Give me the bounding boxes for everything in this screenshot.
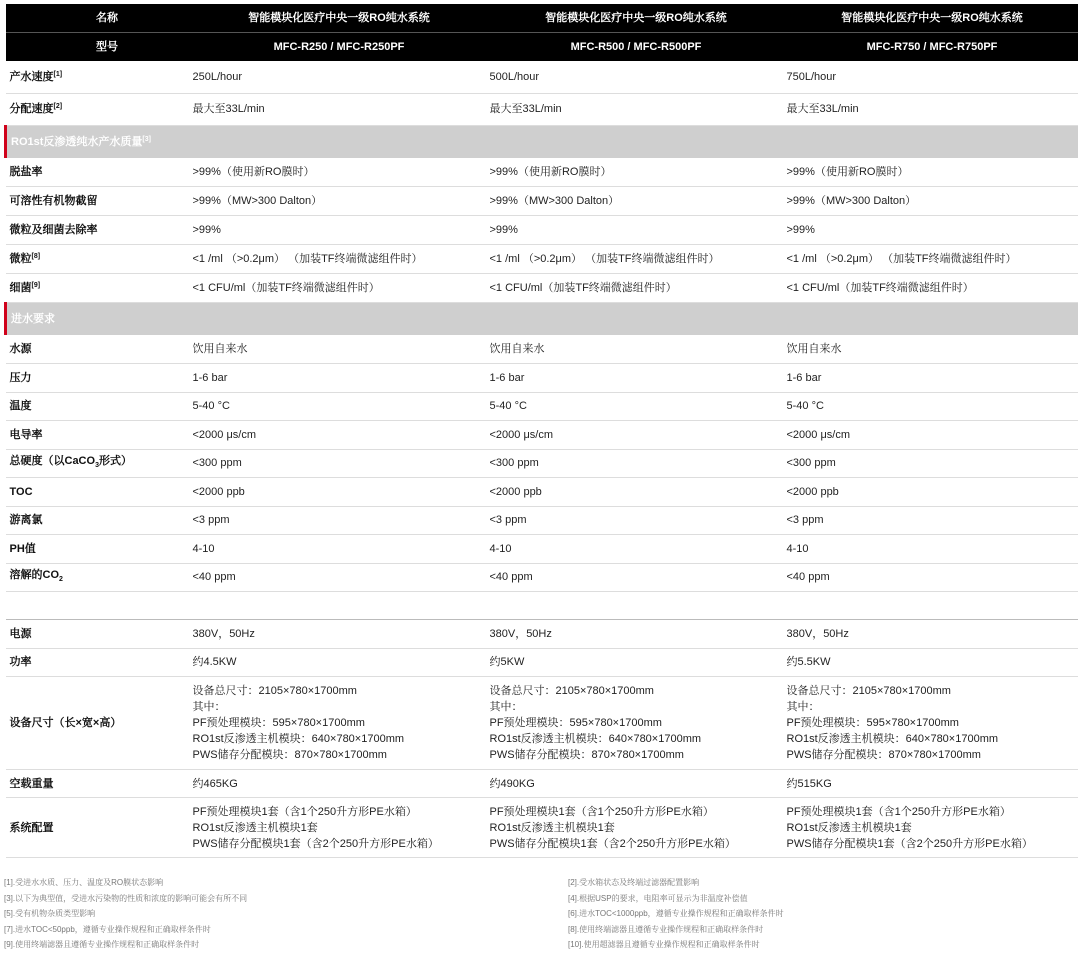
spec-value-col-1: 最大至33L/min: [189, 93, 486, 125]
size-line: PWS储存分配模块：870×780×1700mm: [786, 749, 981, 761]
row-label-text: 细菌: [9, 282, 32, 294]
spec-row-label: [6, 506, 189, 535]
name-col-2: 智能模块化医疗中央一级RO纯水系统: [486, 4, 783, 33]
spec-row: [6, 449, 1078, 478]
footnote: [9].使用终端滤器且遵循专业操作规程和正确取样条件时: [4, 940, 200, 949]
config-line: RO1st反渗透主机模块1套: [192, 821, 318, 834]
spec-row-label: [6, 216, 189, 245]
section-ro-quality: [6, 125, 1078, 158]
size-value-col-3: [783, 677, 1078, 770]
spec-value-col-1: <2000 ppb: [189, 478, 486, 507]
spec-row: [6, 620, 1078, 649]
row-label-text: 产水速度: [9, 70, 54, 83]
spec-value-col-2: 最大至33L/min: [486, 93, 783, 125]
spec-value-col-1: 380V，50Hz: [189, 620, 486, 649]
footnote: [5].受有机物杂质类型影响: [4, 909, 96, 918]
size-line: 设备总尺寸：2105×780×1700mm: [786, 685, 951, 697]
spec-value-col-2: <300 ppm: [486, 449, 783, 478]
spec-value-col-1: <2000 μs/cm: [189, 421, 486, 450]
name-col-3: 智能模块化医疗中央一级RO纯水系统: [783, 4, 1078, 33]
row-label-text: 功率: [9, 656, 32, 669]
spec-value-col-2: >99%: [486, 216, 783, 245]
row-label-footnote: [2]: [53, 103, 63, 110]
spec-value-col-2: 1-6 bar: [486, 364, 783, 393]
spec-row: [6, 93, 1078, 125]
size-row: [6, 677, 1078, 770]
model-col-3: MFC-R750 / MFC-R750PF: [783, 33, 1078, 62]
footnote: [2].受水箱状态及终端过滤器配置影响: [568, 878, 700, 887]
spec-row-label: [6, 335, 189, 364]
spec-value-col-3: <1 /ml （>0.2μm） （加装TF终端微滤组件时）: [783, 245, 1078, 274]
spec-value-col-3: 饮用自来水: [783, 335, 1078, 364]
spec-row: [6, 364, 1078, 393]
size-line: RO1st反渗透主机模块：640×780×1700mm: [489, 733, 702, 745]
spec-value-col-3: >99%（MW>300 Dalton）: [783, 187, 1078, 216]
spec-value-col-1: <300 ppm: [189, 449, 486, 478]
config-line: RO1st反渗透主机模块1套: [786, 821, 912, 834]
size-line: PF预处理模块：595×780×1700mm: [192, 717, 365, 729]
section-ro-sup: [3]: [142, 135, 151, 143]
size-line: RO1st反渗透主机模块：640×780×1700mm: [192, 733, 405, 745]
size-line: 其中：: [786, 701, 820, 713]
spec-value-col-3: <2000 ppb: [783, 478, 1078, 507]
spec-row-label: [6, 274, 189, 303]
spec-value-col-1: >99%（MW>300 Dalton）: [189, 187, 486, 216]
row-label-text: 温度: [9, 400, 32, 413]
size-line: 其中：: [489, 701, 523, 713]
size-line: RO1st反渗透主机模块：640×780×1700mm: [786, 733, 999, 745]
spec-value-col-2: <2000 μs/cm: [486, 421, 783, 450]
size-line: 设备总尺寸：2105×780×1700mm: [192, 685, 357, 697]
spec-row: [6, 648, 1078, 677]
spec-value-col-3: 4-10: [783, 535, 1078, 564]
section-feed-label: 进水要求: [11, 313, 55, 325]
config-line: PWS储存分配模块1套（含2个250升方形PE水箱）: [786, 837, 1033, 850]
spec-value-col-3: 380V，50Hz: [783, 620, 1078, 649]
spec-row: [6, 421, 1078, 450]
spec-value-col-3: >99%（使用新RO膜时）: [783, 158, 1078, 187]
footnote: [7].进水TOC<50ppb，遵循专业操作规程和正确取样条件时: [4, 924, 211, 934]
size-line: PWS储存分配模块：870×780×1700mm: [192, 749, 387, 761]
size-value-col-2: [486, 677, 783, 770]
spec-row-label: [6, 478, 189, 507]
row-label-text: 微粒: [9, 253, 32, 265]
spec-row-label: [6, 648, 189, 677]
row-label-subscript: 3: [95, 461, 99, 469]
model-col-2: MFC-R500 / MFC-R500PF: [486, 33, 783, 62]
section-feed-water: [6, 303, 1078, 336]
weight-value-col-2: 约490KG: [486, 770, 783, 798]
config-line: PF预处理模块1套（含1个250升方形PE水箱）: [786, 805, 1011, 818]
size-line: PF预处理模块：595×780×1700mm: [786, 717, 959, 729]
footnotes-left: [4, 875, 247, 953]
spec-row-label: [6, 93, 189, 125]
header-name-row: [6, 4, 1078, 33]
row-label-tail: 形式）: [98, 454, 132, 467]
spec-row: [6, 245, 1078, 274]
spec-row-label: [6, 187, 189, 216]
spec-row: [6, 535, 1078, 564]
spec-value-col-3: <1 CFU/ml（加装TF终端微滤组件时）: [783, 274, 1078, 303]
spec-value-col-1: >99%（使用新RO膜时）: [189, 158, 486, 187]
spec-value-col-1: <40 ppm: [189, 563, 486, 592]
row-label-footnote: [1]: [53, 70, 63, 78]
spec-value-col-3: 约5.5KW: [783, 648, 1078, 677]
spec-value-col-1: 约4.5KW: [189, 648, 486, 677]
row-label-text: 微粒及细菌去除率: [9, 224, 98, 236]
spec-value-col-3: <300 ppm: [783, 449, 1078, 478]
spec-value-col-3: 5-40 °C: [783, 392, 1078, 421]
spec-row: [6, 187, 1078, 216]
spec-row-label: [6, 449, 189, 478]
spec-value-col-3: <40 ppm: [783, 563, 1078, 592]
config-value-col-3: [783, 798, 1078, 858]
footnote: [8].使用终端滤器且遵循专业操作规程和正确取样条件时: [568, 924, 764, 934]
row-label-subscript: 2: [59, 575, 63, 583]
row-label-footnote: [9]: [31, 282, 41, 289]
model-label: 型号: [6, 33, 189, 62]
spec-value-col-3: 750L/hour: [783, 61, 1078, 93]
spec-value-col-2: <3 ppm: [486, 506, 783, 535]
footnote: [1].受进水水质、压力、温度及RO膜状态影响: [4, 878, 164, 887]
spec-value-col-2: 饮用自来水: [486, 335, 783, 364]
row-label-text: 脱盐率: [9, 165, 43, 178]
spec-value-col-1: <1 CFU/ml（加装TF终端微滤组件时）: [189, 274, 486, 303]
spec-value-col-1: 1-6 bar: [189, 364, 486, 393]
row-label-text: 电导率: [9, 428, 43, 441]
weight-row: [6, 770, 1078, 798]
config-line: PF预处理模块1套（含1个250升方形PE水箱）: [192, 805, 417, 818]
size-line: PWS储存分配模块：870×780×1700mm: [489, 749, 684, 761]
spec-value-col-2: >99%（MW>300 Dalton）: [486, 187, 783, 216]
spec-row: [6, 216, 1078, 245]
spec-value-col-2: 380V，50Hz: [486, 620, 783, 649]
row-label-text: 电源: [9, 627, 32, 640]
spec-value-col-2: 4-10: [486, 535, 783, 564]
row-label-text: 水源: [9, 343, 32, 355]
footnote: [6].进水TOC<1000ppb，遵循专业操作规程和正确取样条件时: [568, 909, 784, 918]
weight-value-col-1: 约465KG: [189, 770, 486, 798]
spec-row-label: [6, 563, 189, 592]
spec-value-col-2: >99%（使用新RO膜时）: [486, 158, 783, 187]
row-label-text: 压力: [9, 371, 32, 384]
name-label: 名称: [6, 4, 189, 33]
weight-value-col-3: 约515KG: [783, 770, 1078, 798]
config-value-col-2: [486, 798, 783, 858]
spec-value-col-3: >99%: [783, 216, 1078, 245]
spec-row: [6, 274, 1078, 303]
spec-row-label: [6, 392, 189, 421]
spec-row-label: [6, 620, 189, 649]
footnote: [10].使用超滤器且遵循专业操作规程和正确取样条件时: [568, 940, 760, 949]
section-ro-label: RO1st反渗透纯水产水质量: [11, 135, 143, 148]
weight-row-label: 空载重量: [6, 770, 189, 798]
spec-value-col-2: <2000 ppb: [486, 478, 783, 507]
footnotes-right: [568, 875, 784, 953]
spec-row: [6, 61, 1078, 93]
spec-value-col-2: 500L/hour: [486, 61, 783, 93]
spec-row: [6, 335, 1078, 364]
row-label-text: TOC: [9, 485, 33, 498]
size-line: PF预处理模块：595×780×1700mm: [489, 717, 662, 729]
row-label-text: 可溶性有机物截留: [9, 195, 98, 207]
row-label-text: 总硬度（以CaCO: [9, 454, 96, 467]
spec-row-label: [6, 158, 189, 187]
name-col-1: 智能模块化医疗中央一级RO纯水系统: [189, 4, 486, 33]
spec-row-label: [6, 61, 189, 93]
row-label-footnote: [8]: [31, 253, 41, 260]
spec-value-col-3: <3 ppm: [783, 506, 1078, 535]
config-value-col-1: [189, 798, 486, 858]
size-line: 设备总尺寸：2105×780×1700mm: [489, 685, 654, 697]
spec-row-label: [6, 421, 189, 450]
spec-row: [6, 158, 1078, 187]
spec-value-col-2: <1 /ml （>0.2μm） （加装TF终端微滤组件时）: [486, 245, 783, 274]
footnote: [3].以下为典型值，受进水污染物的性质和浓度的影响可能会有所不同: [4, 893, 248, 903]
row-label-text: 分配速度: [9, 103, 54, 115]
size-value-col-1: [189, 677, 486, 770]
spec-value-col-1: 250L/hour: [189, 61, 486, 93]
spec-table: [4, 4, 1078, 858]
spec-row-label: [6, 364, 189, 393]
spec-row-label: [6, 245, 189, 274]
config-row-label: 系统配置: [6, 798, 189, 858]
spacer-row: [6, 592, 1078, 620]
spec-value-col-3: 1-6 bar: [783, 364, 1078, 393]
config-line: RO1st反渗透主机模块1套: [489, 821, 615, 834]
config-row: [6, 798, 1078, 858]
spec-value-col-2: <1 CFU/ml（加装TF终端微滤组件时）: [486, 274, 783, 303]
spec-value-col-2: 5-40 °C: [486, 392, 783, 421]
spec-row: [6, 392, 1078, 421]
config-line: PF预处理模块1套（含1个250升方形PE水箱）: [489, 805, 714, 818]
footnote: [4].根据USP的要求，电阻率可显示为非温度补偿值: [568, 893, 748, 903]
model-col-1: MFC-R250 / MFC-R250PF: [189, 33, 486, 62]
config-line: PWS储存分配模块1套（含2个250升方形PE水箱）: [489, 837, 736, 850]
spec-row: [6, 478, 1078, 507]
size-line: 其中：: [192, 701, 226, 713]
spec-row: [6, 506, 1078, 535]
spec-value-col-1: 饮用自来水: [189, 335, 486, 364]
spec-value-col-1: 4-10: [189, 535, 486, 564]
spec-value-col-3: 最大至33L/min: [783, 93, 1078, 125]
spec-value-col-1: >99%: [189, 216, 486, 245]
spec-row-label: [6, 535, 189, 564]
row-label-text: PH值: [9, 542, 36, 555]
spec-value-col-2: <40 ppm: [486, 563, 783, 592]
spec-value-col-3: <2000 μs/cm: [783, 421, 1078, 450]
row-label-text: 溶解的CO: [9, 568, 59, 581]
spec-value-col-1: <3 ppm: [189, 506, 486, 535]
size-row-label: 设备尺寸（长×宽×高）: [6, 677, 189, 770]
spec-value-col-1: <1 /ml （>0.2μm） （加装TF终端微滤组件时）: [189, 245, 486, 274]
row-label-text: 游离氯: [9, 514, 43, 527]
spec-value-col-1: 5-40 °C: [189, 392, 486, 421]
spec-row: [6, 563, 1078, 592]
spec-value-col-2: 约5KW: [486, 648, 783, 677]
config-line: PWS储存分配模块1套（含2个250升方形PE水箱）: [192, 837, 439, 850]
header-model-row: [6, 33, 1078, 62]
